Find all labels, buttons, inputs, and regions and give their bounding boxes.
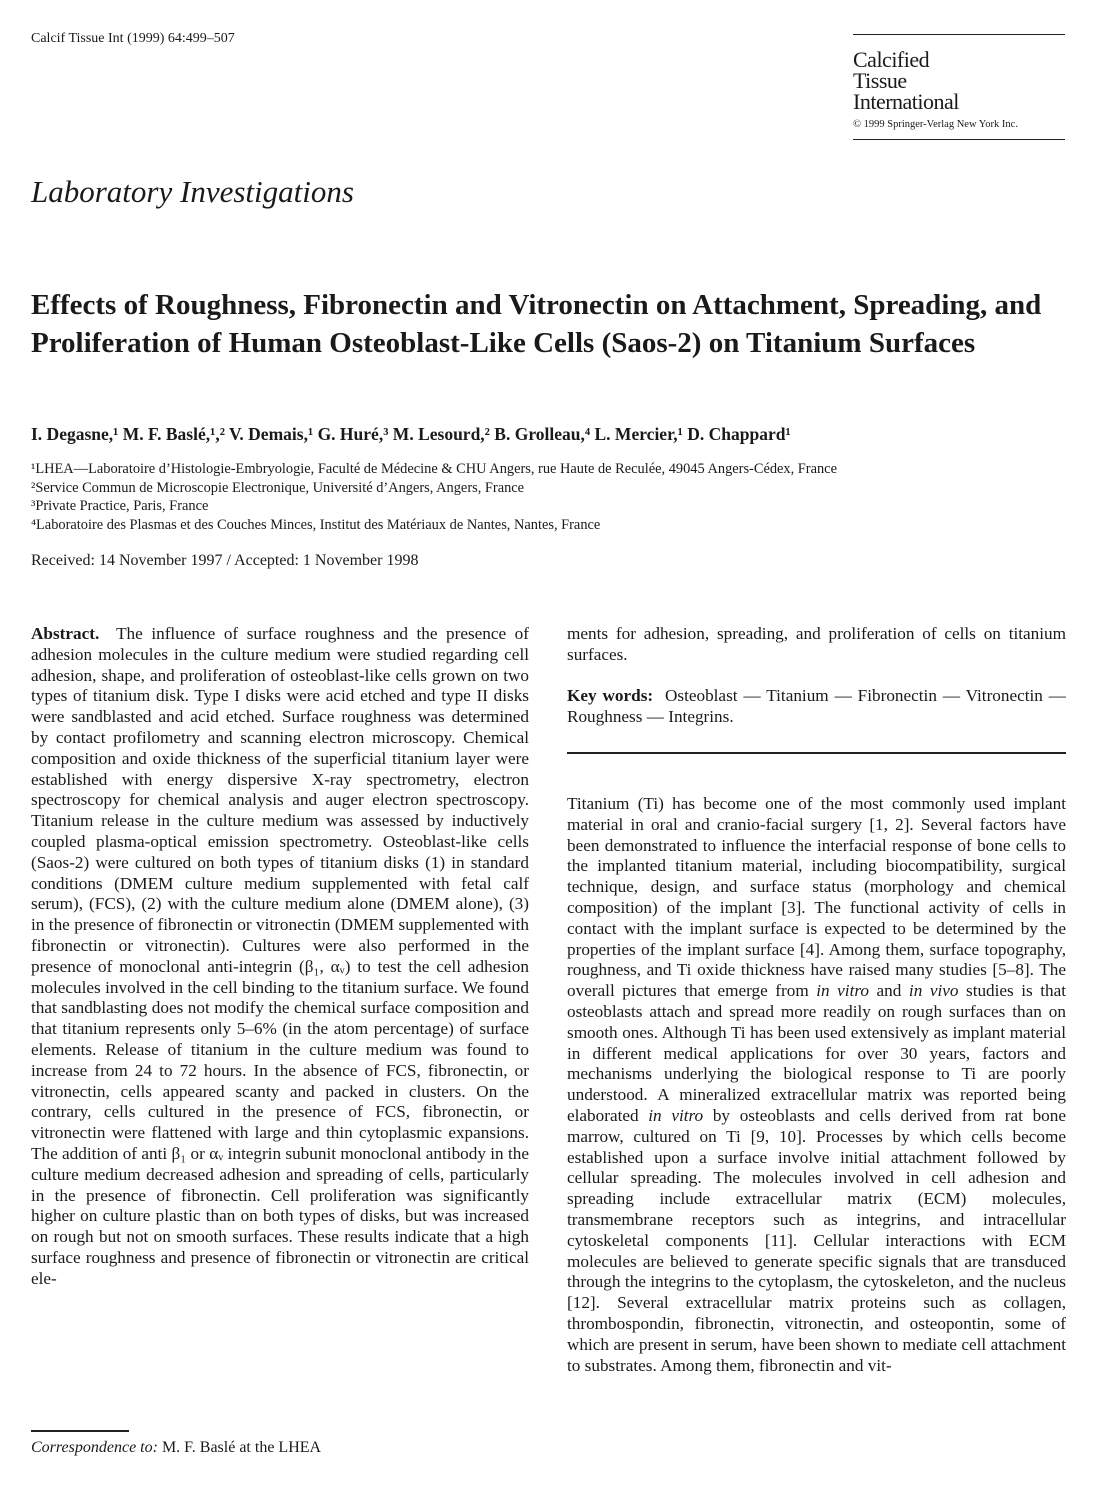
abstract-text: The influence of surface roughness and the presence of adhesion molecules in the culture medium were studied regarding cell adhesion, shape, and proliferation of osteoblast-like cells grown on two types of titanium disk. Type I disks were acid etched and type II disks were sandblasted and acid etched. Surface roughness was determined by contact profilometry and scanning electron microscopy. Chemical composition and oxide thickness of the superficial titanium layer were established with energy dispersive X-ray spectrometry, electron spectroscopy for chemical analysis and auger electron spectroscopy. Titanium release in the culture medium was assessed by inductively coupled plasma-optical emission spectrometry. Osteoblast-like cells (Saos-2) were cultured on both types of titanium disks (1) in standard conditions (DMEM culture medium supplemented with fetal calf serum), (FCS), (2) with the culture medium alone (DMEM alone), (3) in the presence of fibronectin or vitronectin (DMEM supplemented with fibronectin or vitronectin). Cultures were also performed in the presence of monoclonal anti-integrin (β₁, αᵥ) to test the cell adhesion molecules involved in the cell binding to the titanium surface. We found that sandblasting does not modify the chemical surface composition and that titanium represents only 5–6% (in the atom percentage) of surface elements. Release of titanium in the culture medium was found to increase from 24 to 72 hours. In the absence of FCS, fibronectin, or vitronectin, cells appeared scanty and packed in clusters. On the contrary, cells cultured in the presence of FCS, fibronectin, or vitronectin were flattened with large and thin cytoplasmic expansions. The addition of anti β₁ or αᵥ integrin subunit monoclonal antibody in the culture medium decreased adhesion and spreading of cells, particularly in the presence of fibronectin. Cell proliferation was significantly higher on culture plastic than on both types of disks, but was increased on rough but not on smooth surfaces. These results indicate that a high surface roughness and presence of fibronectin or vitronectin are critical ele-: [31, 624, 529, 1288]
affiliation: ²Service Commun de Microscopie Electronique, Université d’Angers, Angers, France: [31, 479, 525, 496]
journal-logo: Calcified Tissue International: [853, 47, 959, 114]
section-heading: Laboratory Investigations: [31, 174, 354, 209]
received-dates: Received: 14 November 1997 / Accepted: 1 November 1998: [31, 552, 419, 569]
introduction-text: Titanium (Ti) has become one of the most commonly used implant material in oral and cranio-facial surgery [1, 2]. Several factors have been demonstrated to influence the interfacial response of bone cells to the implanted titanium material, including biocompatibility, surgical technique, design, and surface status (morphology and chemical composition) of the implant [3]. The functional activity of cells in contact with the implant surface is expected to be determined by the properties of the implant surface [4]. Among them, surface topography, roughness, and Ti oxide thickness have raised many studies [5–8]. The overall pictures that emerge from in vitro and in vivo studies is that osteoblasts attach and spread more readily on rough surfaces than on smooth ones. Although Ti has been used extensively as implant material in different medical applications for over 30 years, factors and mechanisms underlying the biological response to Ti are poorly understood. A mineralized extracellular matrix was reported being elaborated in vitro by osteoblasts and cells derived from rat bone marrow, cultured on Ti [9, 10]. Processes by which cells become established upon a surface involve initial attachment followed by cellular spreading. The molecules involved in cell adhesion and spreading include extracellular matrix (ECM) molecules, transmembrane receptors such as integrins, and intracellular cytoskeletal components [11]. Cellular interactions with ECM molecules are believed to generate specific signals that are transduced through the integrins to the cytoplasm, the cytoskeleton, and the nucleus [12]. Several extracellular matrix proteins such as collagen, thrombospondin, fibronectin, vitronectin, and osteopontin, some of which are present in serum, have been shown to mediate cell attachment to substrates. Among them, fibronectin and vit-: [567, 794, 1067, 1375]
keywords-label: Key words:: [567, 686, 654, 705]
copyright-notice: © 1999 Springer-Verlag New York Inc.: [853, 119, 1018, 130]
journal-masthead: [853, 34, 1065, 140]
journal-citation: Calcif Tissue Int (1999) 64:499–507: [31, 31, 235, 46]
author-list: I. Degasne,¹ M. F. Baslé,¹,² V. Demais,¹ G. Huré,³ M. Lesourd,² B. Grolleau,⁴ L. Mercier,¹ D. Chappard¹: [31, 424, 791, 444]
article-title: Effects of Roughness, Fibronectin and Vitronectin on Attachment, Spreading, and Proliferation of Human Osteoblast-Like Cells (Saos-2) on Titanium Surfaces: [31, 289, 1042, 359]
affiliation: ³Private Practice, Paris, France: [31, 498, 209, 515]
abstract: [31, 624, 529, 1290]
abstract-continuation: ments for adhesion, spreading, and proliferation of cells on titanium surfaces.: [567, 624, 1066, 664]
affiliations: [31, 460, 1071, 535]
abstract-label: Abstract.: [31, 624, 100, 643]
section-divider: [567, 752, 1066, 754]
correspondence-footnote: Correspondence to: M. F. Baslé at the LHEA: [31, 1439, 322, 1456]
keywords: [567, 686, 1066, 728]
keywords-text: Osteoblast — Titanium — Fibronectin — Vitronectin — Roughness — Integrins.: [567, 686, 1066, 726]
footnote-divider: [31, 1430, 129, 1432]
affiliation: ¹LHEA—Laboratoire d’Histologie-Embryologie, Faculté de Médecine & CHU Angers, rue Haute de Reculée, 49045 Angers-Cédex, France: [31, 461, 837, 477]
affiliation: ⁴Laboratoire des Plasmas et des Couches Minces, Institut des Matériaux de Nantes, Nantes, France: [31, 517, 601, 534]
